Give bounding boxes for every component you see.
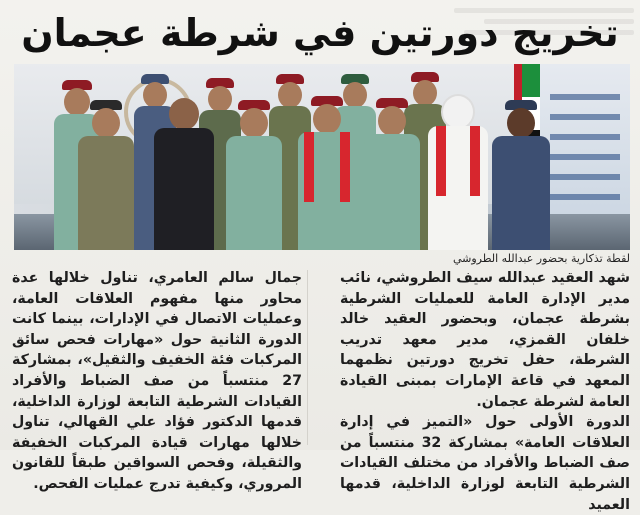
person-figure: [298, 96, 356, 250]
article-headline: تخريج دورتين في شرطة عجمان: [21, 11, 619, 55]
person-figure: [364, 98, 420, 250]
person-figure: [492, 100, 550, 250]
article-body: [12, 268, 630, 513]
person-figure: [78, 100, 134, 250]
paragraph: جمال سالم العامري، تناول خلالها عدة محاور منها مفهوم العلاقات العامة، وعمليات الاتصال في الإدارات، بينما كانت الدورة الثانية حول «مهارات فحص سائق المركبات فئة الخفيف والثقيل»، بمشاركة 27 منتسباً من صف الضباط والأفراد القيادات الشرطية التابعة لوزارة الداخلية، قدمها الدكتور فؤاد علي القهالي، تناول خلالها مهارات قيادة المركبات الخفيفة والثقيلة، وفحص السواقين طبقاً للقانون المروري، وكيفية تدرج عمليات الفحص.: [12, 270, 302, 492]
person-figure: [154, 98, 214, 250]
paragraph: شهد العقيد عبدالله سيف الطروشي، نائب مدير الإدارة العامة للعمليات الشرطية بشرطة عجمان، وبحضور العقيد خالد خلفان القمزي، مدير معهد تدريب الشرطة، حفل تخريج دورتين نظمهما المعهد في قاعة الإمارات بمبنى القيادة العامة لشرطة عجمان.: [340, 270, 630, 410]
photo-caption: لقطة تذكارية بحضور عبدالله الطروشي: [452, 252, 630, 265]
article-column-left: [12, 268, 302, 492]
person-figure: [428, 94, 488, 250]
person-figure: [226, 100, 282, 250]
group-photo: [14, 64, 630, 250]
article-column-right: [340, 268, 630, 513]
paragraph: الدورة الأولى حول «التميز في إدارة العلاقات العامة» بمشاركة 32 منتسباً من صف الضباط والأفراد من مختلف القيادات الشرطية التابعة لوزارة الداخلية، قدمها العميد: [340, 414, 630, 513]
